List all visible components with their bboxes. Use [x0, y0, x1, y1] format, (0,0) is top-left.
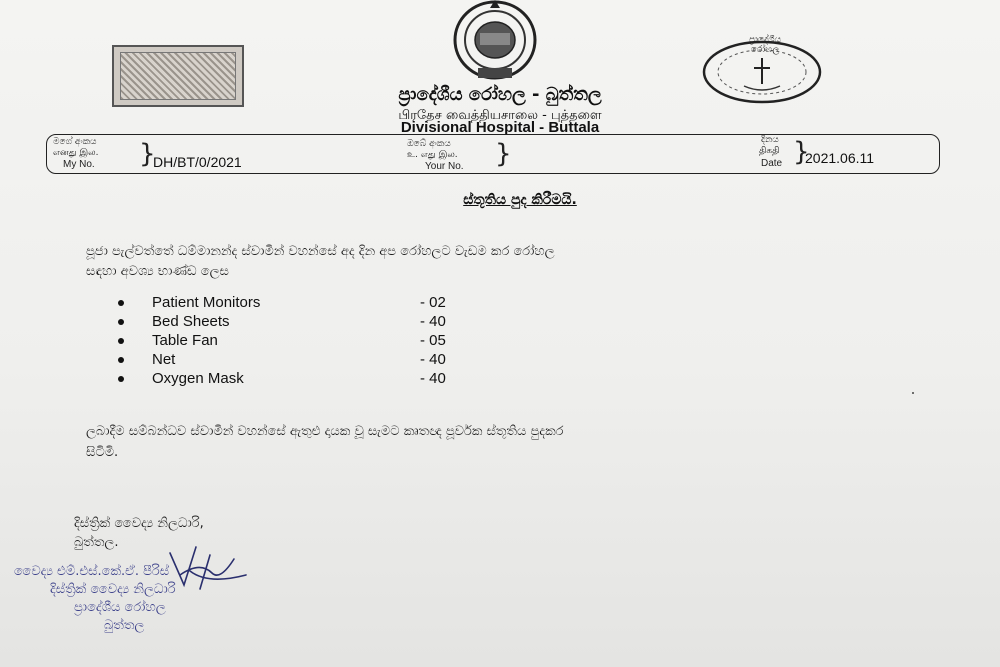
your-no-label-en: Your No.	[425, 161, 464, 172]
signoff-place: බුත්තල.	[74, 535, 119, 550]
date-value: 2021.06.11	[805, 150, 875, 166]
item-quantity: - 05	[420, 332, 446, 349]
item-quantity: - 40	[420, 313, 446, 330]
item-name: Net	[152, 351, 176, 368]
list-item	[118, 370, 518, 389]
list-item	[118, 294, 518, 313]
ink-speck	[912, 392, 914, 394]
item-name: Bed Sheets	[152, 313, 230, 330]
my-no-label-si: මගේ අංකය	[53, 137, 97, 147]
hospital-name-sinhala: ප්‍රාදේශීය රෝහල - බුත්තල	[398, 84, 602, 105]
closing-line-2: සිටිමි.	[86, 445, 119, 460]
bullet-icon	[118, 376, 124, 382]
bullet-icon	[118, 300, 124, 306]
intro-line-1: පූජා පැල්වත්තේ ධම්මානන්ද ස්වාමීන් වහන්සේ අද දින අප රෝහලට වැඩම කර රෝහල	[86, 244, 555, 259]
bullet-icon	[118, 338, 124, 344]
brace-mark: }	[495, 139, 512, 169]
date-label-si: දිනය	[761, 135, 779, 145]
stamp-name: වෛද්‍ය එම්.එස්.කේ.ඒ. පීරිස්	[14, 564, 170, 579]
reference-box	[46, 134, 940, 174]
stamp-town: බුත්තල	[104, 618, 145, 633]
brace-mark: }	[793, 137, 810, 167]
list-item	[118, 332, 518, 351]
date-label-ta: திகதி	[759, 146, 780, 156]
brace-mark: }	[139, 139, 156, 169]
national-emblem-icon	[440, 0, 550, 85]
bullet-icon	[118, 357, 124, 363]
my-no-label-en: My No.	[63, 159, 95, 170]
item-name: Table Fan	[152, 332, 218, 349]
intro-line-2: සඳහා අවශ්‍ය භාණ්ඩ ලෙස	[86, 264, 229, 279]
your-no-label-si: ඔබේ අංකය	[407, 139, 451, 149]
list-item	[118, 313, 518, 332]
my-no-value: DH/BT/0/2021	[153, 154, 242, 170]
donation-list	[118, 294, 518, 389]
bullet-icon	[118, 319, 124, 325]
your-no-label-ta: உ. எது இல.	[407, 150, 458, 160]
list-item	[118, 351, 518, 370]
item-quantity: - 40	[420, 351, 446, 368]
seal-text: ප්‍රාදේශීය රෝහල	[748, 35, 782, 55]
stamp-designation: දිස්ත්‍රික් වෛද්‍ය නිලධාරි	[50, 582, 176, 597]
date-label-en: Date	[761, 158, 783, 169]
stamp-image	[112, 45, 244, 107]
item-name: Patient Monitors	[152, 294, 261, 311]
item-quantity: - 40	[420, 370, 446, 387]
signoff-title: දිස්ත්‍රික් වෛද්‍ය නිලධාරි,	[74, 516, 204, 531]
hospital-name-tamil: பிரதேச வைத்தியசாலை - புத்தளை	[398, 108, 602, 123]
item-quantity: - 02	[420, 294, 446, 311]
stamp-institution: ප්‍රාදේශීය රෝහල	[74, 600, 166, 615]
closing-line-1: ලබාදීම සම්බන්ධව ස්වාමීන් වහන්සේ ඇතුළු දායක වූ සැමට කෘතඥ පූර්වක ස්තූතිය පුදකර	[86, 424, 564, 439]
letter-heading: ස්තූතිය පුද කිරීමයි.	[463, 192, 577, 208]
item-name: Oxygen Mask	[152, 370, 244, 387]
hospital-name-english: Divisional Hospital - Buttala	[400, 119, 600, 136]
my-no-label-ta: எனது இல.	[53, 148, 99, 158]
